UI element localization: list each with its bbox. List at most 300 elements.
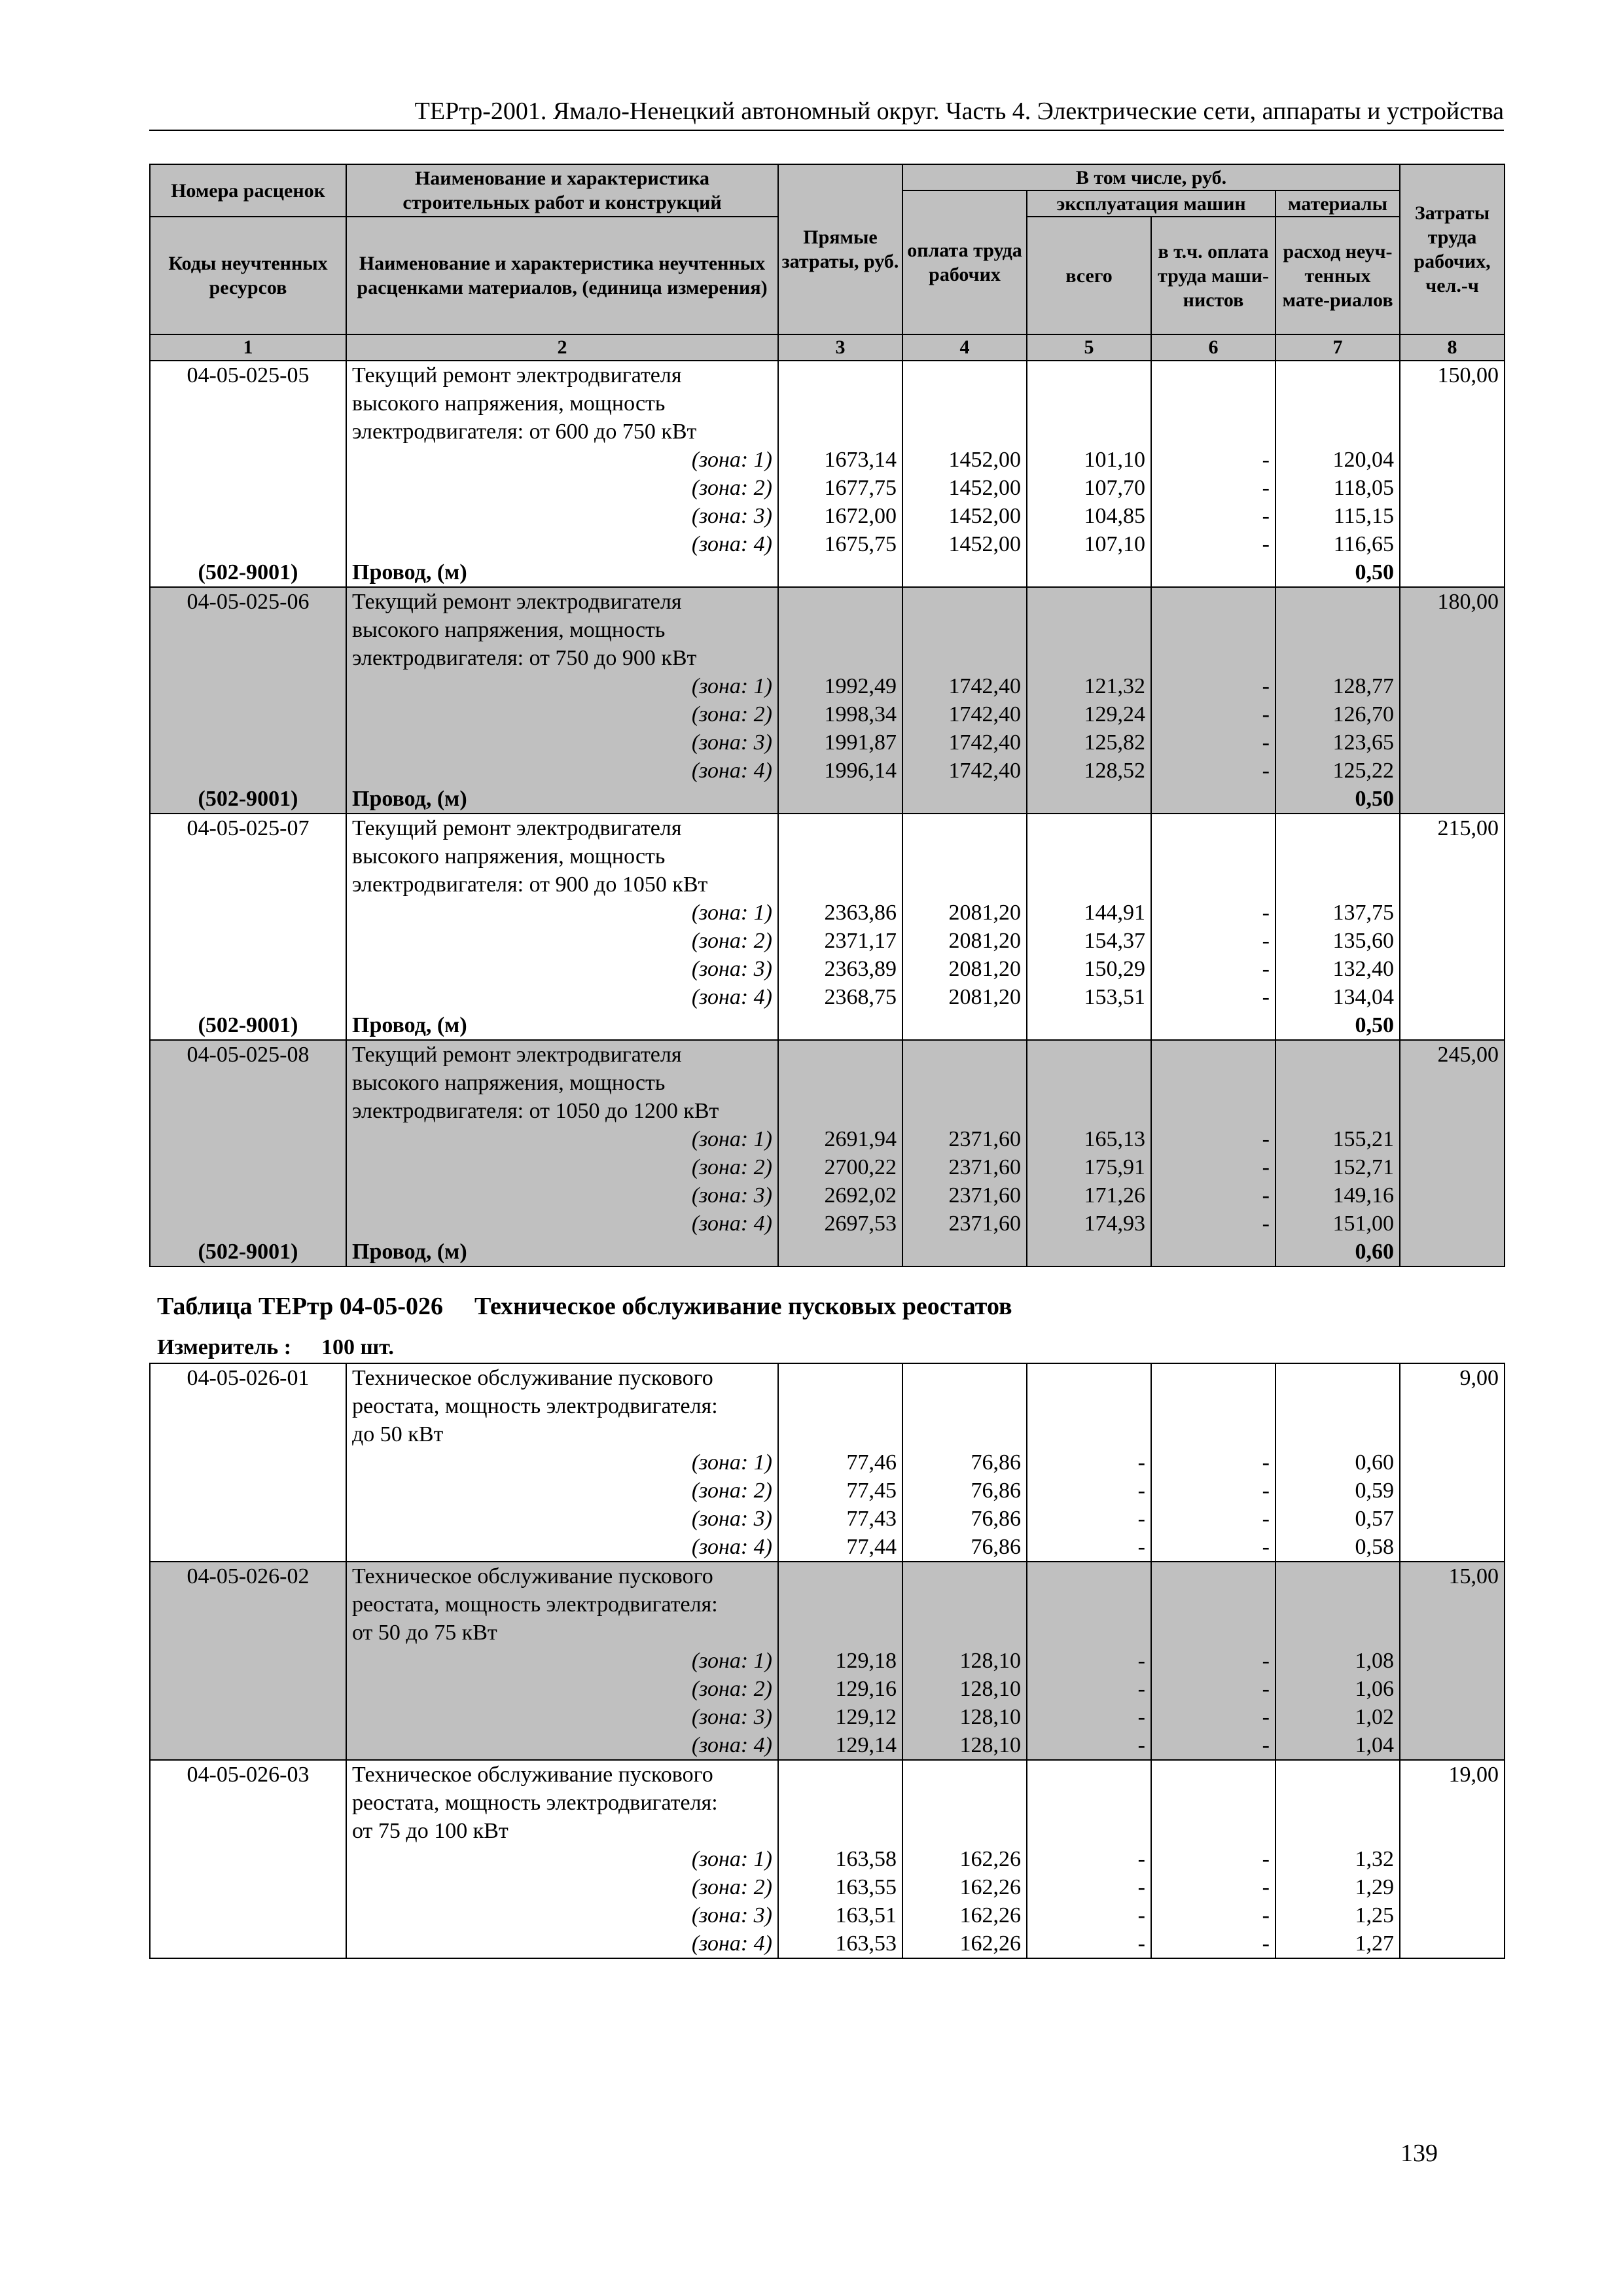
worker-wages: 2371,60	[902, 1210, 1027, 1238]
empty-cell	[1400, 1125, 1505, 1153]
rates-table-04-05-026	[149, 1363, 1505, 1959]
machine-cost: 154,37	[1027, 927, 1151, 955]
col-number: 1	[150, 334, 346, 361]
empty-cell	[150, 728, 346, 757]
resource-quantity: 0,60	[1275, 1238, 1400, 1266]
empty-cell	[778, 418, 902, 446]
empty-cell	[1400, 1675, 1505, 1703]
work-description: реостата, мощность электродвигателя:	[346, 1590, 778, 1619]
work-description: Текущий ремонт электродвигателя	[346, 814, 778, 842]
zone-label: (зона: 1)	[346, 899, 778, 927]
worker-wages: 76,86	[902, 1477, 1027, 1505]
col-number: 2	[346, 334, 778, 361]
zone-label: (зона: 2)	[346, 1477, 778, 1505]
work-description: высокого напряжения, мощность	[346, 616, 778, 644]
machinist-wages: -	[1151, 1647, 1275, 1675]
direct-cost: 129,16	[778, 1675, 902, 1703]
empty-cell	[1151, 616, 1275, 644]
zone-label: (зона: 2)	[346, 474, 778, 502]
resource-name: Провод, (м)	[346, 558, 778, 587]
zone-row	[150, 1731, 1505, 1760]
machine-cost: -	[1027, 1731, 1151, 1760]
col-number: 8	[1400, 334, 1505, 361]
empty-cell	[1027, 616, 1151, 644]
table-row	[150, 1420, 1505, 1448]
empty-cell	[1400, 757, 1505, 785]
empty-cell	[1400, 1873, 1505, 1901]
machinist-wages: -	[1151, 1901, 1275, 1929]
empty-cell	[1400, 1181, 1505, 1210]
direct-cost: 2700,22	[778, 1153, 902, 1181]
empty-cell	[1400, 446, 1505, 474]
empty-cell	[778, 361, 902, 389]
resource-quantity: 0,50	[1275, 785, 1400, 814]
empty-cell	[1400, 955, 1505, 983]
empty-cell	[1027, 644, 1151, 672]
zone-row	[150, 1210, 1505, 1238]
col-number: 3	[778, 334, 902, 361]
zone-row	[150, 1153, 1505, 1181]
materials-cost: 0,57	[1275, 1505, 1400, 1533]
materials-cost: 115,15	[1275, 502, 1400, 530]
materials-cost: 132,40	[1275, 955, 1400, 983]
direct-cost: 1675,75	[778, 530, 902, 558]
machinist-wages: -	[1151, 1675, 1275, 1703]
empty-cell	[1275, 1097, 1400, 1125]
empty-cell	[1027, 785, 1151, 814]
empty-cell	[150, 1647, 346, 1675]
rate-code: 04-05-025-07	[150, 814, 346, 842]
zone-row	[150, 1901, 1505, 1929]
machinist-wages: -	[1151, 1505, 1275, 1533]
zone-label: (зона: 4)	[346, 757, 778, 785]
worker-wages: 128,10	[902, 1703, 1027, 1731]
machinist-wages: -	[1151, 1210, 1275, 1238]
materials-cost: 1,25	[1275, 1901, 1400, 1929]
table-row	[150, 814, 1505, 842]
empty-cell	[902, 587, 1027, 616]
empty-cell	[902, 1011, 1027, 1040]
empty-cell	[1275, 814, 1400, 842]
col7-header: расход неуч-тенных мате-риалов	[1275, 217, 1400, 334]
empty-cell	[150, 983, 346, 1011]
empty-cell	[1151, 1619, 1275, 1647]
zone-row	[150, 1477, 1505, 1505]
empty-cell	[778, 1817, 902, 1845]
empty-cell	[778, 1238, 902, 1266]
empty-cell	[1400, 558, 1505, 587]
zone-row	[150, 1448, 1505, 1477]
materials-cost: 0,59	[1275, 1477, 1400, 1505]
empty-cell	[150, 1420, 346, 1448]
labor-hours: 215,00	[1400, 814, 1505, 842]
work-description: электродвигателя: от 900 до 1050 кВт	[346, 870, 778, 899]
empty-cell	[902, 418, 1027, 446]
empty-cell	[150, 1153, 346, 1181]
worker-wages: 162,26	[902, 1901, 1027, 1929]
materials-cost: 134,04	[1275, 983, 1400, 1011]
empty-cell	[1027, 1562, 1151, 1590]
direct-cost: 1998,34	[778, 700, 902, 728]
empty-cell	[902, 1392, 1027, 1420]
direct-cost: 77,43	[778, 1505, 902, 1533]
resource-quantity: 0,50	[1275, 558, 1400, 587]
table-row	[150, 1040, 1505, 1069]
zone-row	[150, 1845, 1505, 1873]
empty-cell	[1027, 1420, 1151, 1448]
empty-cell	[1400, 644, 1505, 672]
empty-cell	[902, 1817, 1027, 1845]
col8-header: Затраты труда рабочих, чел.-ч	[1400, 164, 1505, 334]
resource-code: (502-9001)	[150, 1011, 346, 1040]
empty-cell	[1400, 1929, 1505, 1958]
zone-label: (зона: 3)	[346, 728, 778, 757]
empty-cell	[1400, 1210, 1505, 1238]
empty-cell	[1275, 418, 1400, 446]
work-description: электродвигателя: от 600 до 750 кВт	[346, 418, 778, 446]
zone-row	[150, 672, 1505, 700]
direct-cost: 129,12	[778, 1703, 902, 1731]
empty-cell	[1400, 1731, 1505, 1760]
machine-cost: -	[1027, 1533, 1151, 1562]
direct-cost: 2371,17	[778, 927, 902, 955]
worker-wages: 1452,00	[902, 446, 1027, 474]
table-row	[150, 616, 1505, 644]
labor-hours: 9,00	[1400, 1363, 1505, 1392]
zone-row	[150, 983, 1505, 1011]
machinist-wages: -	[1151, 728, 1275, 757]
machine-cost: 121,32	[1027, 672, 1151, 700]
empty-cell	[1275, 1619, 1400, 1647]
machinist-wages: -	[1151, 1533, 1275, 1562]
empty-cell	[150, 1703, 346, 1731]
empty-cell	[150, 870, 346, 899]
empty-cell	[1400, 728, 1505, 757]
empty-cell	[150, 700, 346, 728]
empty-cell	[1275, 1420, 1400, 1448]
machinist-wages: -	[1151, 1703, 1275, 1731]
empty-cell	[1400, 1238, 1505, 1266]
empty-cell	[1400, 785, 1505, 814]
work-description: электродвигателя: от 750 до 900 кВт	[346, 644, 778, 672]
machine-cost: 144,91	[1027, 899, 1151, 927]
machine-cost: 129,24	[1027, 700, 1151, 728]
zone-label: (зона: 2)	[346, 1675, 778, 1703]
machinist-wages: -	[1151, 899, 1275, 927]
worker-wages: 2371,60	[902, 1153, 1027, 1181]
zone-label: (зона: 2)	[346, 927, 778, 955]
empty-cell	[1027, 1040, 1151, 1069]
empty-cell	[778, 1011, 902, 1040]
empty-cell	[150, 1533, 346, 1562]
empty-cell	[778, 644, 902, 672]
direct-cost: 129,18	[778, 1647, 902, 1675]
resource-code: (502-9001)	[150, 785, 346, 814]
empty-cell	[1151, 1011, 1275, 1040]
empty-cell	[150, 502, 346, 530]
worker-wages: 2371,60	[902, 1125, 1027, 1153]
empty-cell	[1027, 389, 1151, 418]
empty-cell	[1275, 389, 1400, 418]
empty-cell	[1027, 1760, 1151, 1789]
direct-cost: 1992,49	[778, 672, 902, 700]
empty-cell	[1275, 644, 1400, 672]
work-description: до 50 кВт	[346, 1420, 778, 1448]
empty-cell	[150, 955, 346, 983]
empty-cell	[1151, 842, 1275, 870]
zone-row	[150, 530, 1505, 558]
zone-row	[150, 955, 1505, 983]
empty-cell	[1151, 644, 1275, 672]
empty-cell	[150, 1929, 346, 1958]
resource-code: (502-9001)	[150, 558, 346, 587]
machinist-wages: -	[1151, 502, 1275, 530]
direct-cost: 163,55	[778, 1873, 902, 1901]
col3-header: Прямые затраты, руб.	[778, 164, 902, 334]
direct-cost: 2697,53	[778, 1210, 902, 1238]
resource-name: Провод, (м)	[346, 1011, 778, 1040]
zone-label: (зона: 3)	[346, 1703, 778, 1731]
table-row	[150, 1817, 1505, 1845]
page-number: 139	[1400, 2140, 1438, 2167]
empty-cell	[778, 814, 902, 842]
empty-cell	[902, 361, 1027, 389]
empty-cell	[1151, 1238, 1275, 1266]
zone-label: (зона: 1)	[346, 446, 778, 474]
empty-cell	[1275, 587, 1400, 616]
empty-cell	[1400, 899, 1505, 927]
resource-row	[150, 1238, 1505, 1266]
machine-cost: 165,13	[1027, 1125, 1151, 1153]
table-row	[150, 1097, 1505, 1125]
empty-cell	[1400, 1448, 1505, 1477]
empty-cell	[150, 672, 346, 700]
empty-cell	[1027, 1238, 1151, 1266]
empty-cell	[1151, 1760, 1275, 1789]
zone-label: (зона: 2)	[346, 1153, 778, 1181]
empty-cell	[902, 1363, 1027, 1392]
empty-cell	[150, 842, 346, 870]
machine-cost: -	[1027, 1929, 1151, 1958]
direct-cost: 1672,00	[778, 502, 902, 530]
empty-cell	[778, 1097, 902, 1125]
empty-cell	[1275, 616, 1400, 644]
empty-cell	[150, 899, 346, 927]
empty-cell	[1027, 558, 1151, 587]
empty-cell	[1275, 1760, 1400, 1789]
worker-wages: 1452,00	[902, 502, 1027, 530]
resource-row	[150, 1011, 1505, 1040]
machine-cost: -	[1027, 1448, 1151, 1477]
zone-label: (зона: 3)	[346, 502, 778, 530]
materials-cost: 118,05	[1275, 474, 1400, 502]
worker-wages: 1742,40	[902, 728, 1027, 757]
zone-label: (зона: 3)	[346, 1181, 778, 1210]
empty-cell	[778, 1760, 902, 1789]
empty-cell	[1027, 361, 1151, 389]
labor-hours: 19,00	[1400, 1760, 1505, 1789]
empty-cell	[1400, 1817, 1505, 1845]
zone-label: (зона: 2)	[346, 1873, 778, 1901]
empty-cell	[150, 1392, 346, 1420]
machine-cost: 153,51	[1027, 983, 1151, 1011]
work-description: Техническое обслуживание пускового	[346, 1363, 778, 1392]
labor-hours: 15,00	[1400, 1562, 1505, 1590]
empty-cell	[1400, 1011, 1505, 1040]
rate-code: 04-05-025-05	[150, 361, 346, 389]
rates-table-04-05-025	[149, 164, 1505, 1267]
work-description: Текущий ремонт электродвигателя	[346, 361, 778, 389]
empty-cell	[1275, 1562, 1400, 1590]
empty-cell	[1400, 1505, 1505, 1533]
empty-cell	[1027, 1097, 1151, 1125]
work-description: от 50 до 75 кВт	[346, 1619, 778, 1647]
materials-cost: 1,08	[1275, 1647, 1400, 1675]
machine-cost: 150,29	[1027, 955, 1151, 983]
worker-wages: 128,10	[902, 1647, 1027, 1675]
col1-bottom-header: Коды неучтенных ресурсов	[150, 217, 346, 334]
worker-wages: 2081,20	[902, 983, 1027, 1011]
empty-cell	[1027, 842, 1151, 870]
table-row	[150, 1590, 1505, 1619]
worker-wages: 1452,00	[902, 474, 1027, 502]
empty-cell	[1400, 389, 1505, 418]
zone-row	[150, 1647, 1505, 1675]
empty-cell	[1400, 1533, 1505, 1562]
materials-cost: 0,60	[1275, 1448, 1400, 1477]
measure-label: Измеритель :	[157, 1335, 292, 1359]
empty-cell	[150, 1069, 346, 1097]
resource-row	[150, 558, 1505, 587]
col2-top-header: Наименование и характеристика строительных работ и конструкций	[346, 164, 778, 217]
work-description: высокого напряжения, мощность	[346, 842, 778, 870]
zone-label: (зона: 4)	[346, 1210, 778, 1238]
materials-cost: 1,27	[1275, 1929, 1400, 1958]
table-name: Техническое обслуживание пусковых реостатов	[474, 1293, 1012, 1320]
empty-cell	[1400, 672, 1505, 700]
table-row	[150, 587, 1505, 616]
resource-name: Провод, (м)	[346, 785, 778, 814]
empty-cell	[778, 785, 902, 814]
empty-cell	[1275, 1392, 1400, 1420]
zone-row	[150, 1873, 1505, 1901]
empty-cell	[902, 389, 1027, 418]
machinist-wages: -	[1151, 955, 1275, 983]
table-row	[150, 870, 1505, 899]
empty-cell	[1151, 870, 1275, 899]
empty-cell	[1275, 361, 1400, 389]
empty-cell	[150, 616, 346, 644]
direct-cost: 163,51	[778, 1901, 902, 1929]
direct-cost: 2368,75	[778, 983, 902, 1011]
direct-cost: 163,53	[778, 1929, 902, 1958]
empty-cell	[1027, 1817, 1151, 1845]
empty-cell	[778, 616, 902, 644]
empty-cell	[902, 1760, 1027, 1789]
empty-cell	[1275, 842, 1400, 870]
rate-code: 04-05-026-02	[150, 1562, 346, 1590]
machines-group-header: эксплуатация машин	[1027, 190, 1275, 217]
empty-cell	[1400, 1069, 1505, 1097]
measure-line	[157, 1334, 394, 1361]
empty-cell	[902, 1040, 1027, 1069]
machine-cost: -	[1027, 1675, 1151, 1703]
empty-cell	[1275, 1040, 1400, 1069]
worker-wages: 76,86	[902, 1533, 1027, 1562]
measure-value: 100 шт.	[321, 1335, 394, 1359]
empty-cell	[1400, 1901, 1505, 1929]
machine-cost: 107,10	[1027, 530, 1151, 558]
zone-label: (зона: 1)	[346, 1125, 778, 1153]
machine-cost: -	[1027, 1873, 1151, 1901]
col1-top-header: Номера расценок	[150, 164, 346, 217]
materials-cost: 1,06	[1275, 1675, 1400, 1703]
zone-label: (зона: 4)	[346, 983, 778, 1011]
empty-cell	[902, 1069, 1027, 1097]
zone-row	[150, 757, 1505, 785]
empty-cell	[1151, 1817, 1275, 1845]
zone-label: (зона: 1)	[346, 672, 778, 700]
empty-cell	[1275, 870, 1400, 899]
materials-cost: 123,65	[1275, 728, 1400, 757]
empty-cell	[1151, 587, 1275, 616]
machine-cost: 174,93	[1027, 1210, 1151, 1238]
machinist-wages: -	[1151, 1181, 1275, 1210]
machinist-wages: -	[1151, 1845, 1275, 1873]
empty-cell	[1400, 927, 1505, 955]
worker-wages: 2081,20	[902, 955, 1027, 983]
empty-cell	[1151, 1040, 1275, 1069]
empty-cell	[1151, 814, 1275, 842]
machinist-wages: -	[1151, 1477, 1275, 1505]
empty-cell	[1400, 1647, 1505, 1675]
table-row	[150, 389, 1505, 418]
empty-cell	[1400, 983, 1505, 1011]
empty-cell	[1400, 418, 1505, 446]
worker-wages: 2371,60	[902, 1181, 1027, 1210]
empty-cell	[1400, 842, 1505, 870]
direct-cost: 77,44	[778, 1533, 902, 1562]
empty-cell	[150, 1181, 346, 1210]
worker-wages: 1742,40	[902, 700, 1027, 728]
empty-cell	[902, 1619, 1027, 1647]
materials-cost: 116,65	[1275, 530, 1400, 558]
direct-cost: 2363,89	[778, 955, 902, 983]
empty-cell	[150, 1873, 346, 1901]
machinist-wages: -	[1151, 1125, 1275, 1153]
labor-hours: 150,00	[1400, 361, 1505, 389]
empty-cell	[1400, 502, 1505, 530]
empty-cell	[902, 1238, 1027, 1266]
empty-cell	[1151, 389, 1275, 418]
empty-cell	[778, 1392, 902, 1420]
empty-cell	[150, 1590, 346, 1619]
zone-row	[150, 446, 1505, 474]
table-row	[150, 1760, 1505, 1789]
table-label: Таблица ТЕРтр 04-05-026	[157, 1293, 444, 1320]
machinist-wages: -	[1151, 530, 1275, 558]
col4-header: оплата труда рабочих	[902, 190, 1027, 334]
machinist-wages: -	[1151, 1929, 1275, 1958]
machinist-wages: -	[1151, 446, 1275, 474]
resource-quantity: 0,50	[1275, 1011, 1400, 1040]
empty-cell	[1275, 1817, 1400, 1845]
empty-cell	[778, 870, 902, 899]
empty-cell	[778, 389, 902, 418]
empty-cell	[150, 1845, 346, 1873]
materials-cost: 155,21	[1275, 1125, 1400, 1153]
direct-cost: 77,45	[778, 1477, 902, 1505]
